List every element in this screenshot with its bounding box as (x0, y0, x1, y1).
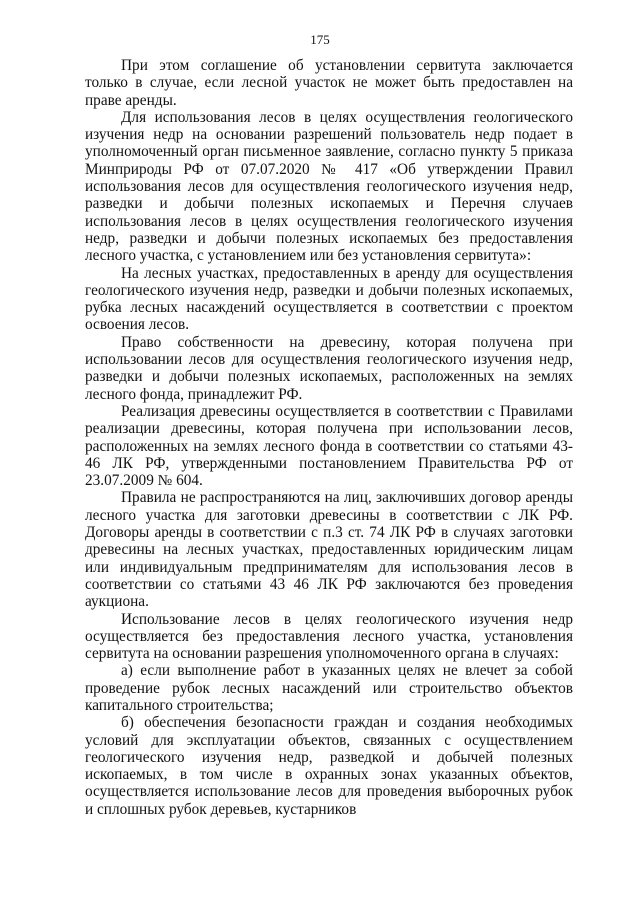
page-number: 175 (310, 32, 330, 47)
paragraph-rules-exceptions: Правила не распространяются на лиц, заключивших договор аренды лесного участка для заготовки древесины в соответствии с ЛК РФ. Договоры аренды в соответствии с п.3 ст. 74 ЛК РФ в случаях заготовки древесины на лесных участках, предоставленных юридическим лицам или индивидуальным предпринимателям для использования лесов в соответствии со статьями 43 46 ЛК РФ заключаются без проведения аукциона. (85, 489, 573, 611)
paragraph-case-b: б) обеспечения безопасности граждан и создания необходимых условий для эксплуатации объектов, связанных с осуществлением геологического изучения недр, разведкой и добычей полезных ископаемых, в том числе в охранных зонах указанных объектов, осуществляется использование лесов для проведения выборочных рубок и сплошных рубок деревьев, кустарников (85, 714, 573, 818)
paragraph-servitude-agreement: При этом соглашение об установлении сервитута заключается только в случае, если лесной участок не может быть предоставлен на праве аренды. (85, 57, 573, 109)
paragraph-timber-sale: Реализация древесины осуществляется в соответствии с Правилами реализации древесины, которая получена при использовании лесов, расположенных на землях лесного фонда в соответствии со статьями 43-46 ЛК РФ, утвержденными постановлением Правительства РФ от 23.07.2009 № 604. (85, 402, 573, 490)
paragraph-timber-ownership: Право собственности на древесину, которая получена при использовании лесов для осуществления геологического изучения недр, разведки и добычи полезных ископаемых, расположенных на землях лесного фонда, принадлежит РФ. (85, 333, 573, 403)
paragraph-leased-plots: На лесных участках, предоставленных в аренду для осуществления геологического изучения недр, разведки и добычи полезных ископаемых, рубка лесных насаждений осуществляется в соответствии с проектом освоения лесов. (85, 264, 573, 334)
document-body (85, 57, 573, 818)
paragraph-use-without-plot: Использование лесов в целях геологического изучения недр осуществляется без предоставления лесного участка, установления сервитута на основании разрешения уполномоченного органа в случаях: (85, 610, 573, 663)
paragraph-case-a: а) если выполнение работ в указанных целях не влечет за собой проведение рубок лесных насаждений или строительство объектов капитального строительства; (85, 662, 573, 714)
paragraph-application-procedure: Для использования лесов в целях осуществления геологического изучения недр на основании разрешений пользователь недр подает в уполномоченный орган письменное заявление, согласно пункту 5 приказа Минприроды РФ от 07.07.2020 № 417 «Об утверждении Правил использования лесов для осуществления геологического изучения недр, разведки и добычи полезных ископаемых и Перечня случаев использования лесов в целях осуществления геологического изучения недр, разведки и добычи полезных ископаемых без предоставления лесного участка, с установлением или без установления сервитута»: (85, 108, 573, 265)
